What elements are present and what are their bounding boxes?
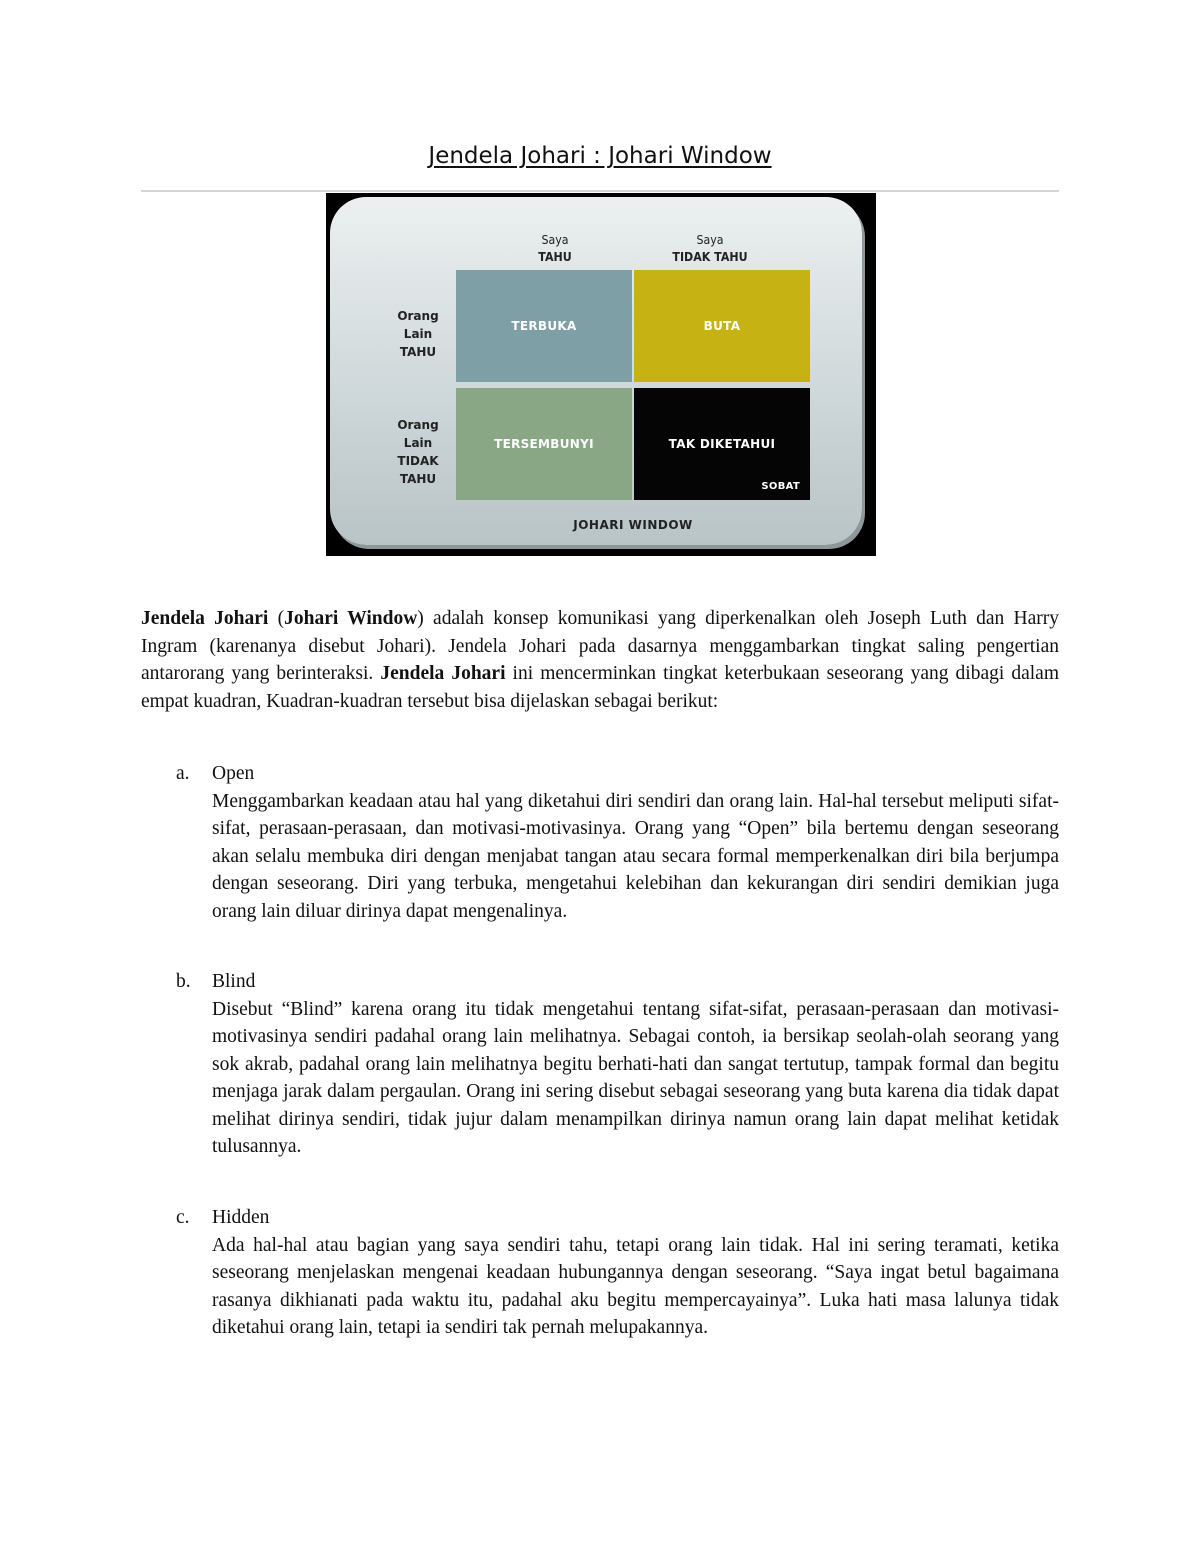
list-item-heading: Open <box>212 763 255 784</box>
row-header-orang-lain-tahu <box>378 307 458 361</box>
quadrant-label: BUTA <box>703 319 741 333</box>
sobat-watermark: SOBAT <box>761 481 800 492</box>
quadrant-buta <box>634 270 810 382</box>
column-header-line: Saya <box>541 233 569 247</box>
quadrant-tersembunyi <box>456 388 632 500</box>
page-title: Jendela Johari : Johari Window <box>428 143 772 169</box>
row-header-line: Lain <box>403 436 433 450</box>
quadrant-tak-diketahui <box>634 388 810 500</box>
list-marker: a. <box>176 763 190 784</box>
list-item-hidden <box>141 1204 1059 1342</box>
list-marker: b. <box>176 971 191 992</box>
row-header-line: Lain <box>403 327 433 341</box>
intro-text: ) adalah konsep komunikasi yang diperkenalkan oleh Joseph Luth dan Harry Ingram (karenanya disebut Johari). Jendela Johari pada dasarnya menggambarkan tingkat saling pengertian antarorang yang berinteraksi. <box>141 608 1060 684</box>
column-header-line: TIDAK TAHU <box>672 250 748 264</box>
quadrant-terbuka <box>456 270 632 382</box>
list-item-blind <box>141 968 1059 1161</box>
intro-text: ini mencerminkan tingkat keterbukaan seseorang yang dibagi dalam empat kuadran, Kuadran-kuadran tersebut bisa dijelaskan sebagai berikut: <box>141 663 1059 712</box>
list-item-heading: Hidden <box>212 1207 270 1228</box>
johari-panel <box>330 197 862 545</box>
figure-caption: JOHARI WINDOW <box>573 518 693 532</box>
row-header-line: TAHU <box>399 345 437 359</box>
row-header-line: Orang <box>397 309 439 323</box>
intro-bold-term: Johari Window <box>284 608 418 629</box>
row-header-line: Orang <box>397 418 439 432</box>
list-item-description: Ada hal-hal atau bagian yang saya sendiri tahu, tetapi orang lain tidak. Hal ini sering teramati, ketika seseorang menjelaskan mengenai keadaan hubungannya dengan seseorang. “Saya ingat betul bagaimana rasanya dikhianati pada waktu itu, padahal aku begitu mempercayainya”. Luka hati masa lalunya tidak diketahui orang lain, tetapi ia sendiri tak pernah melupakannya. <box>212 1234 1059 1338</box>
list-item-open <box>141 760 1059 925</box>
intro-bold-term: Jendela Johari <box>141 608 269 629</box>
list-marker: c. <box>176 1207 190 1228</box>
quadrant-label: TAK DIKETAHUI <box>668 437 776 451</box>
column-header-saya-tidak-tahu <box>636 232 783 266</box>
quadrant-label: TERBUKA <box>511 319 577 333</box>
list-item-heading: Blind <box>212 971 256 992</box>
title-divider <box>141 190 1059 192</box>
johari-window-figure <box>326 193 876 556</box>
list-item-description: Menggambarkan keadaan atau hal yang diketahui diri sendiri dan orang lain. Hal-hal tersebut meliputi sifat-sifat, perasaan-perasaan, dan motivasi-motivasinya. Orang yang “Open” bila bertemu dengan seseorang akan selalu membuka diri dengan menjabat tangan atau secara formal memperkenalkan diri bila berjumpa dengan seseorang. Diri yang terbuka, mengetahui kelebihan dan kekurangan diri sendiri demikian juga orang lain diluar dirinya dapat mengenalinya. <box>212 790 1059 922</box>
column-header-line: TAHU <box>538 250 572 264</box>
intro-text: ( <box>268 608 285 629</box>
column-header-line: Saya <box>696 233 724 247</box>
row-header-line: TIDAK <box>397 454 439 468</box>
intro-bold-term: Jendela Johari <box>380 663 506 684</box>
row-header-line: TAHU <box>399 472 437 486</box>
column-header-saya-tahu <box>481 232 628 266</box>
row-header-orang-lain-tidak-tahu <box>378 416 458 488</box>
quadrant-label: TERSEMBUNYI <box>494 437 594 451</box>
intro-paragraph <box>141 605 1059 715</box>
list-item-description: Disebut “Blind” karena orang itu tidak mengetahui tentang sifat-sifat, perasaan-perasaan dan motivasi-motivasinya sendiri padahal orang lain melihatnya. Sebagai contoh, ia bersikap seolah-olah seorang yang sok akrab, padahal orang lain melihatnya begitu berhati-hati dan sangat tertutup, tampak formal dan begitu menjaga jarak dalam pergaulan. Orang ini sering disebut sebagai seseorang yang buta karena dia tidak dapat melihat dirinya sendiri, tidak jujur dalam menampilkan dirinya namun orang lain dapat melihat ketidak tulusannya. <box>212 998 1059 1157</box>
